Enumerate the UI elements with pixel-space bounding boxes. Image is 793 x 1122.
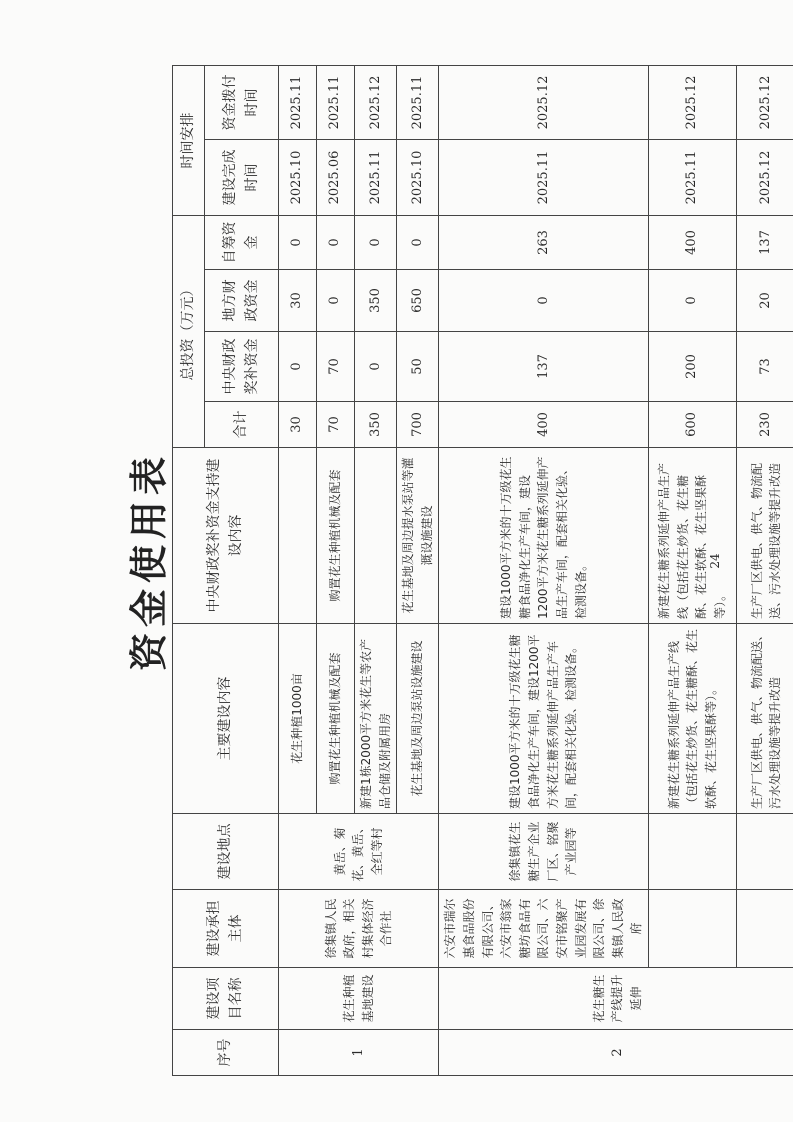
payment-cell: 2025.12 bbox=[355, 66, 397, 140]
header-location: 建设地点 bbox=[173, 814, 279, 890]
project-name-cell: 花生糖生产线提升延伸 bbox=[439, 968, 793, 1030]
total-cell: 700 bbox=[397, 402, 439, 448]
header-complete: 建设完成时间 bbox=[205, 140, 279, 216]
header-payment: 资金拨付时间 bbox=[205, 66, 279, 140]
complete-cell: 2025.11 bbox=[439, 140, 649, 216]
main-content-cell: 生产厂区供电、供气、物流配送、污水处理设施等提升改造 bbox=[736, 624, 793, 814]
support-content-cell bbox=[279, 448, 317, 624]
location-cell bbox=[736, 814, 793, 890]
page-title: 资金使用表 bbox=[127, 451, 171, 672]
project-name-cell: 花生种植基地建设 bbox=[279, 968, 439, 1030]
local-cell: 0 bbox=[439, 270, 649, 332]
support-content-cell: 新建花生糖系列延伸产品生产线（包括花生炒货、花生糖酥、花生软酥、花生坚果酥等）。 bbox=[648, 448, 736, 624]
seq-cell: 2 bbox=[439, 1030, 793, 1076]
total-cell: 70 bbox=[317, 402, 355, 448]
header-project-name: 建设项目名称 bbox=[173, 968, 279, 1030]
local-cell: 0 bbox=[648, 270, 736, 332]
payment-cell: 2025.11 bbox=[397, 66, 439, 140]
entity-cell bbox=[736, 890, 793, 968]
header-seq: 序号 bbox=[173, 1030, 279, 1076]
central-cell: 0 bbox=[279, 332, 317, 402]
central-cell: 70 bbox=[317, 332, 355, 402]
support-content-cell bbox=[355, 448, 397, 624]
central-cell: 200 bbox=[648, 332, 736, 402]
self-cell: 137 bbox=[736, 216, 793, 270]
entity-cell bbox=[648, 890, 736, 968]
seq-cell: 1 bbox=[279, 1030, 439, 1076]
location-cell bbox=[648, 814, 736, 890]
header-self: 自筹资金 bbox=[205, 216, 279, 270]
local-cell: 30 bbox=[279, 270, 317, 332]
header-support-content: 中央财政奖补资金支持建设内容 bbox=[173, 448, 279, 624]
payment-cell: 2025.11 bbox=[279, 66, 317, 140]
total-cell: 400 bbox=[439, 402, 649, 448]
self-cell: 0 bbox=[317, 216, 355, 270]
total-cell: 600 bbox=[648, 402, 736, 448]
entity-cell: 六安市瑞尔惠食品股份有限公司、六安市翁家糖坊食品有限公司、六安市铭聚产业园发展有限公司、徐集镇人民政府 bbox=[439, 890, 649, 968]
funds-table bbox=[172, 65, 793, 1076]
support-content-cell: 建设1000平方米的十万级花生糖食品净化生产车间，建设1200平方米花生糖系列延伸产品生产车间，配套相关化验、检测设备。 bbox=[439, 448, 649, 624]
complete-cell: 2025.10 bbox=[397, 140, 439, 216]
support-content-cell: 购置花生种植机械及配套 bbox=[317, 448, 355, 624]
main-content-cell: 购置花生种植机械及配套 bbox=[317, 624, 355, 814]
main-content-cell: 建设1000平方米的十万级花生糖食品净化生产车间，建设1200平方米花生糖系列延伸产品生产车间，配套相关化验、检测设备。 bbox=[439, 624, 649, 814]
central-cell: 0 bbox=[355, 332, 397, 402]
self-cell: 0 bbox=[279, 216, 317, 270]
central-cell: 50 bbox=[397, 332, 439, 402]
main-content-cell: 花生种植1000亩 bbox=[279, 624, 317, 814]
header-total: 合计 bbox=[205, 402, 279, 448]
entity-cell: 徐集镇人民政府，相关村集体经济合作社 bbox=[279, 890, 439, 968]
table-row bbox=[736, 66, 793, 1076]
main-content-cell: 花生基地及周边泵站设施建设 bbox=[397, 624, 439, 814]
main-content-cell: 新建1栋2000平方米花生等农产品仓储及附属用房 bbox=[355, 624, 397, 814]
complete-cell: 2025.11 bbox=[648, 140, 736, 216]
self-cell: 400 bbox=[648, 216, 736, 270]
payment-cell: 2025.12 bbox=[648, 66, 736, 140]
self-cell: 263 bbox=[439, 216, 649, 270]
header-main-content: 主要建设内容 bbox=[173, 624, 279, 814]
location-cell: 徐集镇花生糖生产企业厂区、铭聚产业园等 bbox=[439, 814, 649, 890]
total-cell: 230 bbox=[736, 402, 793, 448]
local-cell: 20 bbox=[736, 270, 793, 332]
payment-cell: 2025.11 bbox=[317, 66, 355, 140]
complete-cell: 2025.10 bbox=[279, 140, 317, 216]
complete-cell: 2025.12 bbox=[736, 140, 793, 216]
local-cell: 650 bbox=[397, 270, 439, 332]
header-total-invest: 总投资（万元） bbox=[173, 216, 205, 448]
self-cell: 0 bbox=[355, 216, 397, 270]
complete-cell: 2025.11 bbox=[355, 140, 397, 216]
header-central: 中央财政奖补资金 bbox=[205, 332, 279, 402]
self-cell: 0 bbox=[397, 216, 439, 270]
location-cell: 黄岳、菊花、黄岳、全红等村 bbox=[279, 814, 439, 890]
header-schedule: 时间安排 bbox=[173, 66, 205, 216]
table-row bbox=[279, 66, 317, 1076]
local-cell: 0 bbox=[317, 270, 355, 332]
total-cell: 30 bbox=[279, 402, 317, 448]
central-cell: 137 bbox=[439, 332, 649, 402]
main-content-cell: 新建花生糖系列延伸产品生产线（包括花生炒货、花生糖酥、花生软酥、花生坚果酥等）。 bbox=[648, 624, 736, 814]
support-content-cell: 花生基地及周边提水泵站等灌溉设施建设 bbox=[397, 448, 439, 624]
table-row bbox=[648, 66, 736, 1076]
header-local: 地方财政资金 bbox=[205, 270, 279, 332]
support-content-cell: 生产厂区供电、供气、物流配送、污水处理设施等提升改造 bbox=[736, 448, 793, 624]
page-number: 24 bbox=[708, 553, 722, 569]
complete-cell: 2025.06 bbox=[317, 140, 355, 216]
payment-cell: 2025.12 bbox=[439, 66, 649, 140]
header-entity: 建设承担主体 bbox=[173, 890, 279, 968]
local-cell: 350 bbox=[355, 270, 397, 332]
central-cell: 73 bbox=[736, 332, 793, 402]
total-cell: 350 bbox=[355, 402, 397, 448]
table-row bbox=[439, 66, 649, 1076]
payment-cell: 2025.12 bbox=[736, 66, 793, 140]
